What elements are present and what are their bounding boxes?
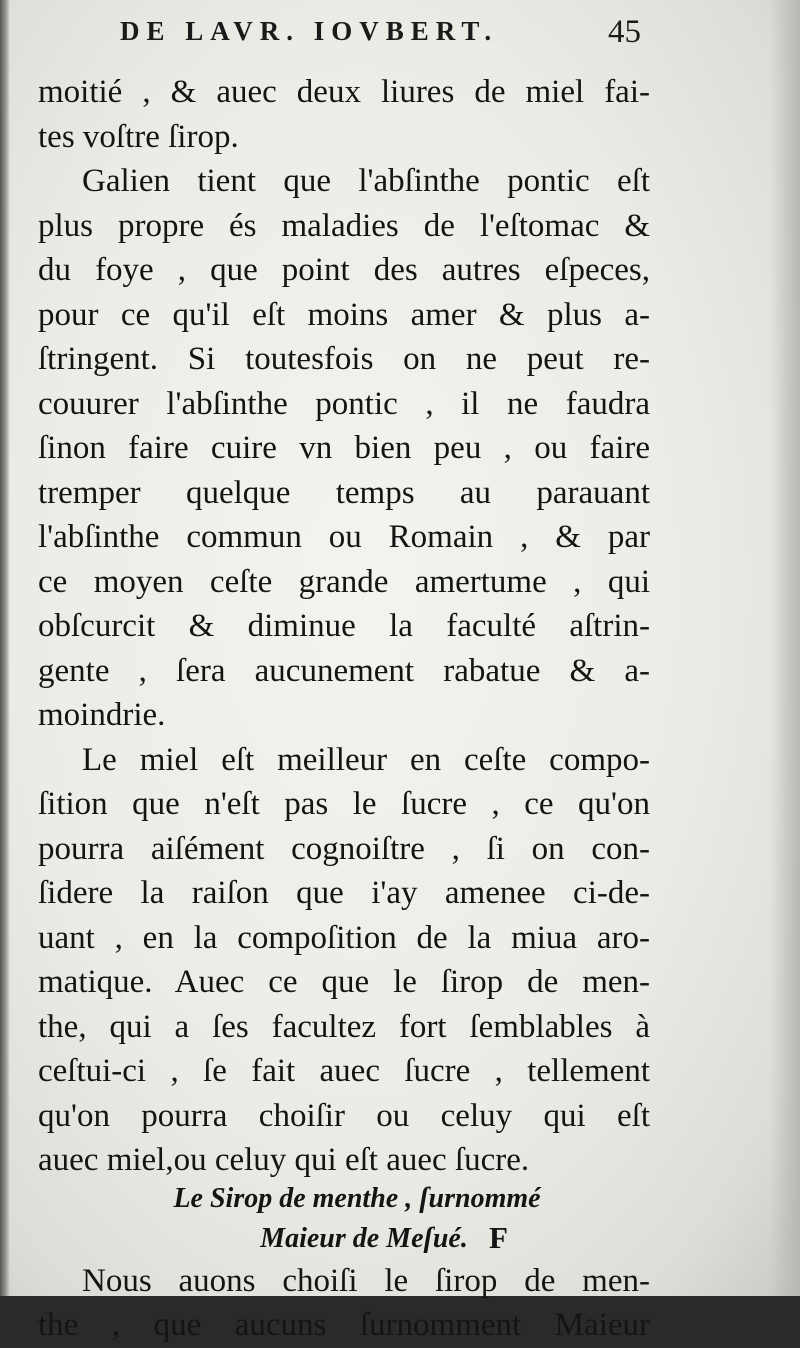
text-line: ceſtui-ci , ſe fait auec ſucre , tellement <box>38 1053 650 1089</box>
text-line: tremper quelque temps au parauant <box>38 474 650 511</box>
text-line: the , que aucuns ſurnomment Maieur <box>38 1307 650 1343</box>
text-line: Nous auons choiſi le ſirop de men- <box>82 1262 650 1299</box>
page-left-edge-shadow <box>0 0 10 1296</box>
text-line: pourra aiſément cognoiſtre , ſi on con- <box>38 830 650 867</box>
text-line: ce moyen ceſte grande amertume , qui <box>38 563 650 600</box>
text-line: moitié , & auec deux liures de miel fai- <box>38 74 650 110</box>
text-line: matique. Auec ce que le ſirop de men- <box>38 964 650 1000</box>
text-line: ſition que n'eſt pas le ſucre , ce qu'on <box>38 786 650 822</box>
signature-mark: F <box>489 1220 508 1255</box>
text-line: plus propre és maladies de l'eſtomac & <box>38 207 650 244</box>
section-heading-line1: Le Sirop de menthe , ſurnommé <box>173 1182 541 1214</box>
text-line: ſidere la raiſon que i'ay amenee ci-de- <box>38 875 650 911</box>
text-line: auec miel,ou celuy qui eſt auec ſucre. <box>38 1142 530 1178</box>
text-line: du foye , que point des autres eſpeces, <box>38 252 650 288</box>
text-line: l'abſinthe commun ou Romain , & par <box>38 519 650 555</box>
text-line: couurer l'abſinthe pontic , il ne faudra <box>38 385 650 422</box>
text-line: ſtringent. Si toutesfois on ne peut re- <box>38 341 650 377</box>
text-line: gente , ſera aucunement rabatue & a- <box>38 652 650 689</box>
text-line: tes voſtre ſirop. <box>38 118 239 155</box>
text-line: pour ce qu'il eſt moins amer & plus a- <box>38 296 650 333</box>
page-right-edge-shadow <box>770 0 800 1296</box>
running-head: DE LAVR. IOVBERT. <box>120 16 499 46</box>
text-line: ſinon faire cuire vn bien peu , ou faire <box>38 430 650 466</box>
text-line: Galien tient que l'abſinthe pontic eſt <box>82 163 650 199</box>
text-line: obſcurcit & diminue la faculté aſtrin- <box>38 608 650 644</box>
text-line: Le miel eſt meilleur en ceſte compo- <box>82 741 650 778</box>
section-heading-line2: Maieur de Meſué. <box>260 1222 468 1254</box>
text-line: qu'on pourra choiſir ou celuy qui eſt <box>38 1097 650 1134</box>
text-line: uant , en la compoſition de la miua aro- <box>38 919 650 956</box>
text-line: moindrie. <box>38 697 166 733</box>
body-text <box>38 70 650 1348</box>
page-number: 45 <box>608 14 641 50</box>
text-line: the, qui a ſes facultez fort ſemblables à <box>38 1008 650 1045</box>
